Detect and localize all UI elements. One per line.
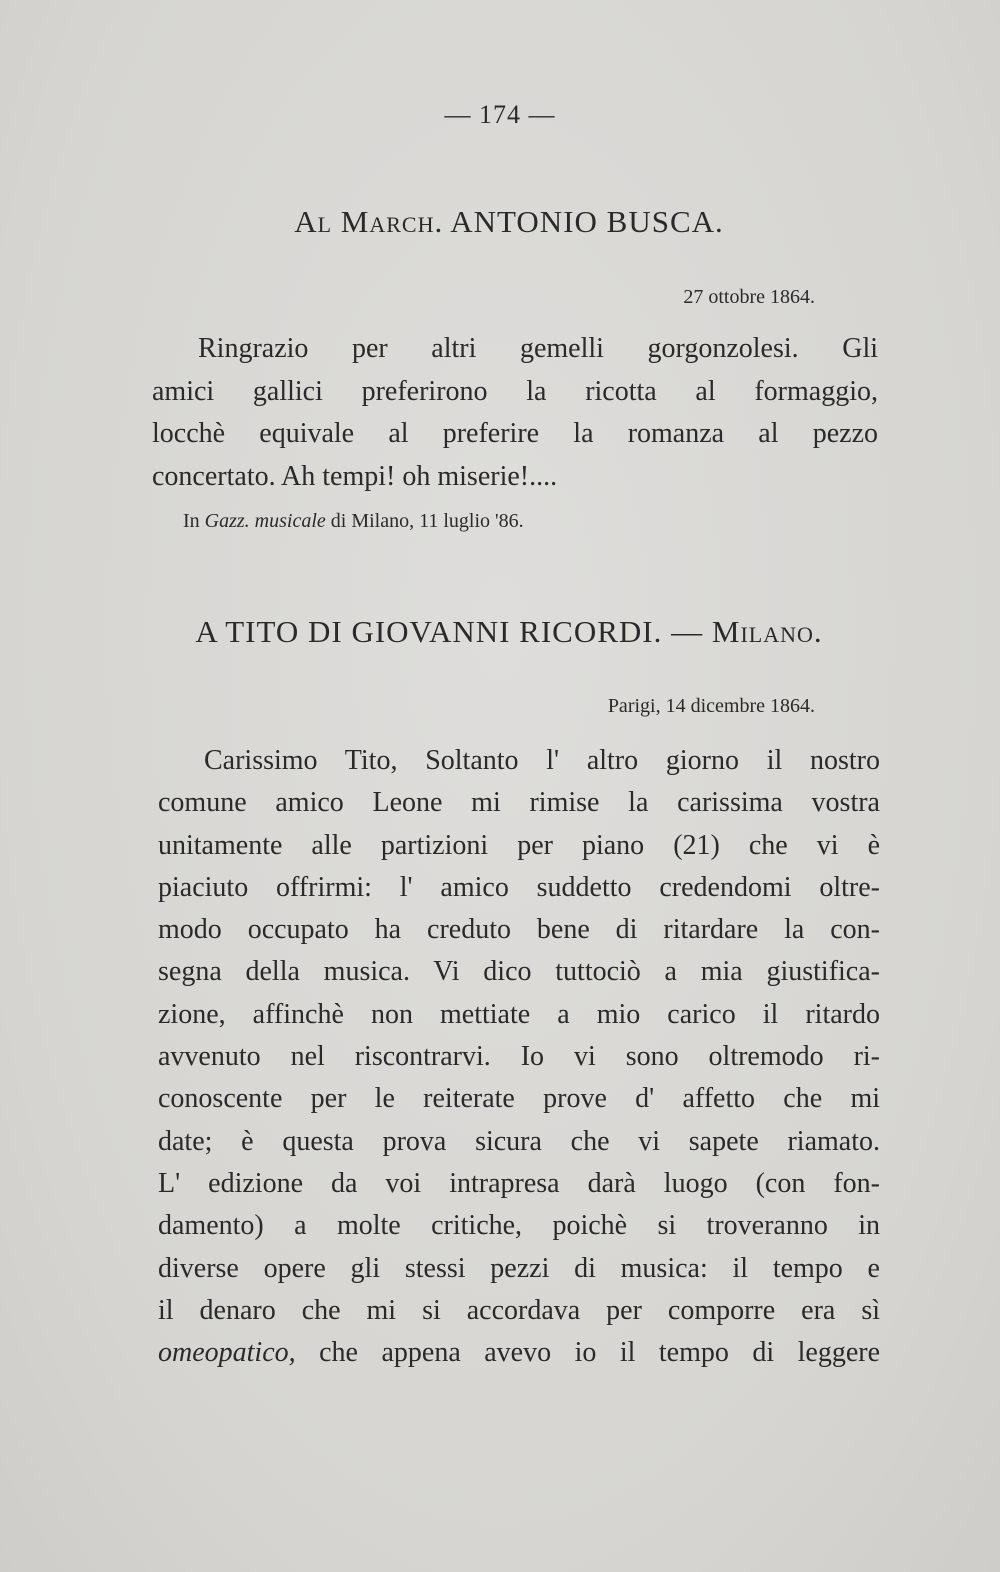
heading-recipient: A TITO DI GIOVANNI RICORDI. —	[195, 614, 704, 649]
text-line: unitamente alle partizioni per piano (21) che vi è	[158, 829, 880, 861]
text-line: il denaro che mi si accordava per comporre era sì	[158, 1294, 880, 1326]
text-line: zione, affinchè non mettiate a mio carico il ritardo	[158, 998, 880, 1030]
line-rest: che appena avevo io il tempo di leggere	[319, 1337, 880, 1369]
source-suffix: di Milano, 11 luglio '86.	[330, 510, 524, 532]
text-line: comune amico Leone mi rimise la carissima vostra	[158, 787, 880, 819]
text-line: concertato. Ah tempi! oh miserie!....	[152, 460, 558, 492]
source-journal: Gazz. musicale	[204, 510, 326, 532]
letter-date-1: 27 ottobre 1864.	[683, 286, 815, 308]
text-line: modo occupato ha creduto bene di ritardare la con-	[158, 914, 880, 946]
text-line: conoscente per le reiterate prove d' affetto che mi	[158, 1083, 880, 1115]
letter-heading-ricordi	[0, 614, 1000, 650]
heading-prefix: Al March.	[294, 204, 444, 239]
text-line: Carissimo Tito, Soltanto l' altro giorno il nostro	[204, 745, 880, 776]
text-line: date; è questa prova sicura che vi sapete riamato.	[158, 1125, 880, 1157]
text-line: diverse opere gli stessi pezzi di musica: il tempo e	[158, 1252, 880, 1284]
letter-date-2: Parigi, 14 dicembre 1864.	[607, 695, 815, 717]
text-line: avvenuto nel riscontrarvi. Io vi sono oltremodo ri-	[158, 1041, 880, 1073]
source-citation	[183, 510, 524, 533]
heading-recipient: ANTONIO BUSCA.	[450, 204, 724, 239]
text-line: segna della musica. Vi dico tuttociò a mia giustifica-	[158, 956, 880, 988]
heading-city: Milano.	[711, 614, 823, 649]
text-line: Ringrazio per altri gemelli gorgonzolesi. Gli	[198, 333, 878, 364]
page-number: — 174 —	[444, 100, 556, 129]
letter-body-busca	[152, 328, 878, 498]
letter-heading-busca	[0, 204, 1000, 240]
source-prefix: In	[183, 510, 200, 532]
letter-body-ricordi	[158, 740, 880, 1374]
text-line: L' edizione da voi intrapresa darà luogo (con fon-	[158, 1167, 880, 1199]
text-line: damento) a molte critiche, poichè si troveranno in	[158, 1210, 880, 1242]
italic-word: omeopatico,	[158, 1337, 296, 1369]
text-line-last	[158, 1332, 880, 1374]
text-line: piaciuto offrirmi: l' amico suddetto credendomi oltre-	[158, 871, 880, 903]
text-line: amici gallici preferirono la ricotta al formaggio,	[152, 375, 878, 407]
text-line: locchè equivale al preferire la romanza al pezzo	[152, 418, 878, 449]
